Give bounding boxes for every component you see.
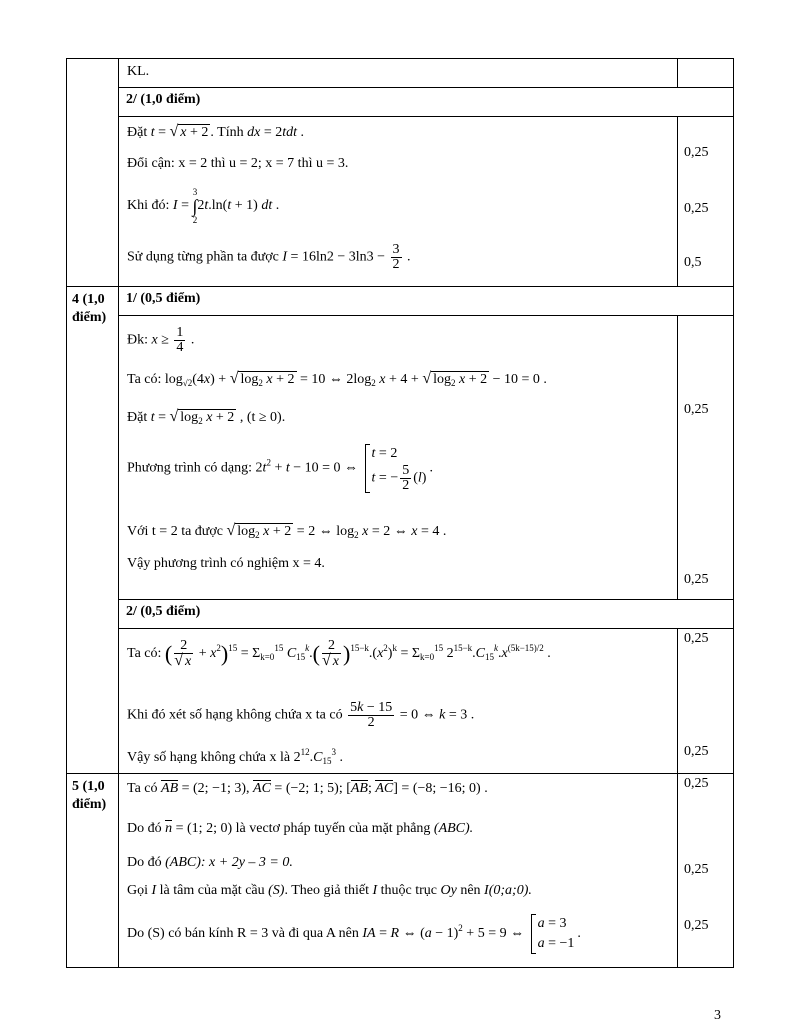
q5-radius-line: Do (S) có bán kính R = 3 và đi qua A nên IA = R ⇔ $(a - 1)^2 + 5 = 9$ ⇔ a = 3 a = −1 . bbox=[127, 914, 581, 954]
q3-label-cell bbox=[67, 59, 119, 287]
q5-normal-line: Do đó n = (1; 2; 0) là vectơ pháp tuyến của mặt phẳng (ABC). bbox=[127, 821, 474, 836]
q4p1-score-1: 0,25 bbox=[684, 402, 709, 417]
q4-label: 4 (1,0 điểm) bbox=[72, 292, 107, 325]
q5-score-3: 0,25 bbox=[684, 918, 709, 933]
kl-text: KL. bbox=[127, 64, 150, 79]
q3-integral-line: Khi đó: I = 3 ∫ 2 2t.ln(t + 1) dt . bbox=[127, 187, 280, 225]
q3-part2-header: 2/ (1,0 điểm) bbox=[126, 92, 201, 107]
q5-score-1: 0,25 bbox=[684, 776, 709, 791]
q5-center-line: Gọi I là tâm của mặt cầu (S). Theo giả thiết I thuộc trục Oy nên I(0;a;0). bbox=[127, 883, 532, 898]
q5-score-2: 0,25 bbox=[684, 862, 709, 877]
q5-vectors-line: Ta có AB = (2; −1; 3), AC = (−2; 1; 5); [AB; AC] = (−8; −16; 0) . bbox=[127, 781, 488, 796]
q3-part2-header-row bbox=[67, 88, 734, 117]
q3-result-line: Sử dụng từng phần ta được I = 16ln2 − 3ln3 − $\frac{3}{2}$ . bbox=[127, 242, 411, 272]
q4-conclusion-line: Vậy phương trình có nghiệm x = 4. bbox=[127, 556, 325, 571]
q4-part1-header-row bbox=[67, 287, 734, 316]
q4p2-score-1: 0,25 bbox=[684, 631, 709, 646]
page-number: 3 bbox=[714, 1008, 721, 1023]
kl-score-cell bbox=[678, 59, 734, 88]
kl-row bbox=[67, 59, 734, 88]
q4-part1-header: 1/ (0,5 điểm) bbox=[126, 291, 201, 306]
q4-quadratic-line: Phương trình có dạng: $2t^2 + t - 10 = 0$ ⇔ t = 2 t = − $\frac{5}{2}$ (l) . bbox=[127, 446, 433, 493]
solution-table bbox=[66, 58, 734, 968]
q5-label: 5 (1,0 điểm) bbox=[72, 779, 107, 812]
q4-binomial-line: Ta có: ( $\frac{2}{√ x}$ + $x^2)^{15} = \Sigma_{k=0}^{15}$ $C_{15}^k$.( $\frac{2}{√ x}$ )$^{15-k}.(x^2)^k = \Sigma_{k=0}^{15}$ $2^{15-k}.C_{15}^k.x^{(5k-15)/2}$ . bbox=[127, 638, 551, 669]
q5-plane-line: Do đó (ABC): x + 2y – 3 = 0. bbox=[127, 855, 293, 870]
q3-score-2: 0,25 bbox=[684, 201, 709, 216]
q3-score-3: 0,5 bbox=[684, 255, 702, 270]
solution-page bbox=[66, 58, 733, 968]
q4-roots-system: t = 2 t = − $\frac{5}{2}$ (l) bbox=[365, 444, 427, 493]
q3-substitution-line: Đặt t = √ x + 2 . Tính dx = 2tdt . bbox=[127, 123, 305, 140]
q3-part2-body-row bbox=[67, 117, 734, 287]
q4p1-score-2: 0,25 bbox=[684, 572, 709, 587]
q4-solve-line: Với t = 2 ta được √ $\log_2 x + 2 = 2$ ⇔ $\log_2 x = 2$ ⇔ x = 4 . bbox=[127, 522, 447, 540]
q4-condition-line: Đk: x ≥ $\frac{1}{4}$ . bbox=[127, 325, 195, 355]
q4-term-condition-line: Khi đó xét số hạng không chứa x ta có $\frac{5k - 15}{2}$ = 0 ⇔ k = 3 . bbox=[127, 700, 475, 730]
q4-part1-body-row bbox=[67, 316, 734, 600]
q4-part2-body-row bbox=[67, 629, 734, 774]
q5-roots-system: a = 3 a = −1 bbox=[531, 914, 575, 954]
q4-substitution-line: Đặt t = √ $\log_2 x + 2$ , (t ≥ 0). bbox=[127, 408, 286, 426]
q5-row bbox=[67, 774, 734, 968]
q4-term-result-line: Vậy số hạng không chứa x là $2^{12}.C_{15}^3$ . bbox=[127, 747, 343, 766]
q4-part2-header-row bbox=[67, 600, 734, 629]
q3-bounds-line: Đổi cận: x = 2 thì u = 2; x = 7 thì u = 3. bbox=[127, 156, 349, 171]
q3-score-1: 0,25 bbox=[684, 145, 709, 160]
q4-part2-header: 2/ (0,5 điểm) bbox=[126, 604, 201, 619]
q4-equation-line: Ta có: $\log_{√2}(4x)$ + √ $\log_2 x + 2 = 10$ ⇔ $2\log_2$ x + 4 + √ $\log_2 x + 2 - 10 = 0$ . bbox=[127, 370, 547, 388]
q4p2-score-2: 0,25 bbox=[684, 744, 709, 759]
